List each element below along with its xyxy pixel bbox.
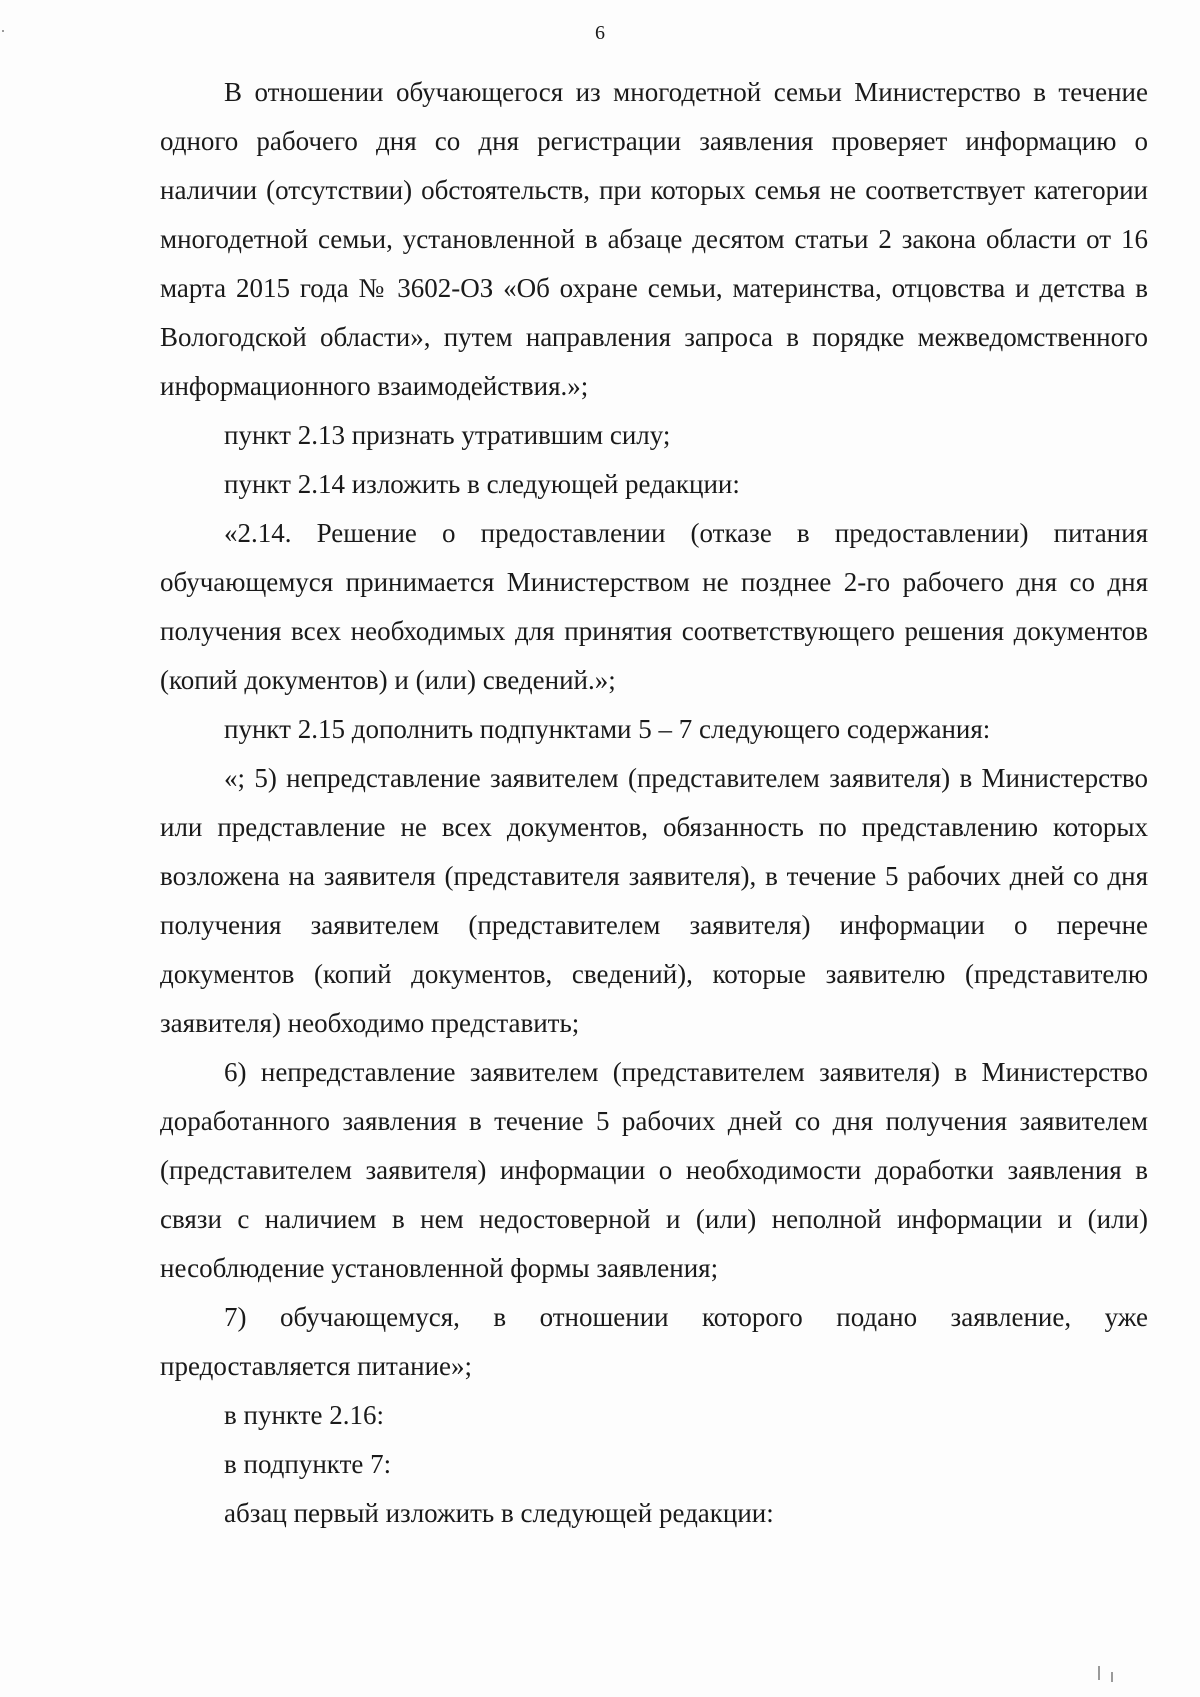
paragraph-item-2-14-text: «2.14. Решение о предоставлении (отказе в предоставлении) питания обучающемуся принимается Министерством не позднее 2-го рабочего дня со дня получения всех необходимых для принятия соответствующего решения документов (копий документов) и (или) сведений.»; xyxy=(160,518,1148,695)
paragraph-item-2-16: в пункте 2.16: xyxy=(224,1400,384,1430)
scan-mark xyxy=(1098,1666,1100,1680)
paragraph-multichild-family-check: В отношении обучающегося из многодетной семьи Министерство в течение одного рабочего дня со дня регистрации заявления проверяет информацию о наличии (отсутствии) обстоятельств, при которых семья не соответствует категории многодетной семьи, установленной в абзаце десятом статьи 2 закона области от 16 марта 2015 года № 3602-ОЗ «Об охране семьи, материнства, отцовства и детства в Вологодской области», путем направления запроса в порядке межведомственного информационного взаимодействия.»; xyxy=(160,77,1148,401)
paragraph-subitem-5: «; 5) непредставление заявителем (представителем заявителя) в Министерство или представление не всех документов, обязанность по представлению которых возложена на заявителя (представителя заявителя), в течение 5 рабочих дней со дня получения заявителем (представителем заявителя) информации о перечне документов (копий документов, сведений), которые заявителю (представителю заявителя) необходимо представить; xyxy=(160,763,1148,1038)
paragraph-subitem-7-intro: в подпункте 7: xyxy=(224,1449,392,1479)
paragraph-subitem-7: 7) обучающемуся, в отношении которого подано заявление, уже предоставляется питание»; xyxy=(160,1302,1148,1381)
paragraph-item-2-15-intro: пункт 2.15 дополнить подпунктами 5 – 7 следующего содержания: xyxy=(224,714,991,744)
document-body xyxy=(160,68,1148,1538)
page-number: 6 xyxy=(595,22,605,44)
scan-mark xyxy=(1111,1672,1113,1682)
paragraph-subitem-6: 6) непредставление заявителем (представителем заявителя) в Министерство доработанного заявления в течение 5 рабочих дней со дня получения заявителем (представителем заявителя) информации о необходимости доработки заявления в связи с наличием в нем недостоверной и (или) неполной информации и (или) несоблюдение установленной формы заявления; xyxy=(160,1057,1148,1283)
paragraph-first-abstract: абзац первый изложить в следующей редакции: xyxy=(224,1498,774,1528)
paragraph-item-2-13: пункт 2.13 признать утратившим силу; xyxy=(224,420,671,450)
paragraph-item-2-14-intro: пункт 2.14 изложить в следующей редакции: xyxy=(224,469,740,499)
